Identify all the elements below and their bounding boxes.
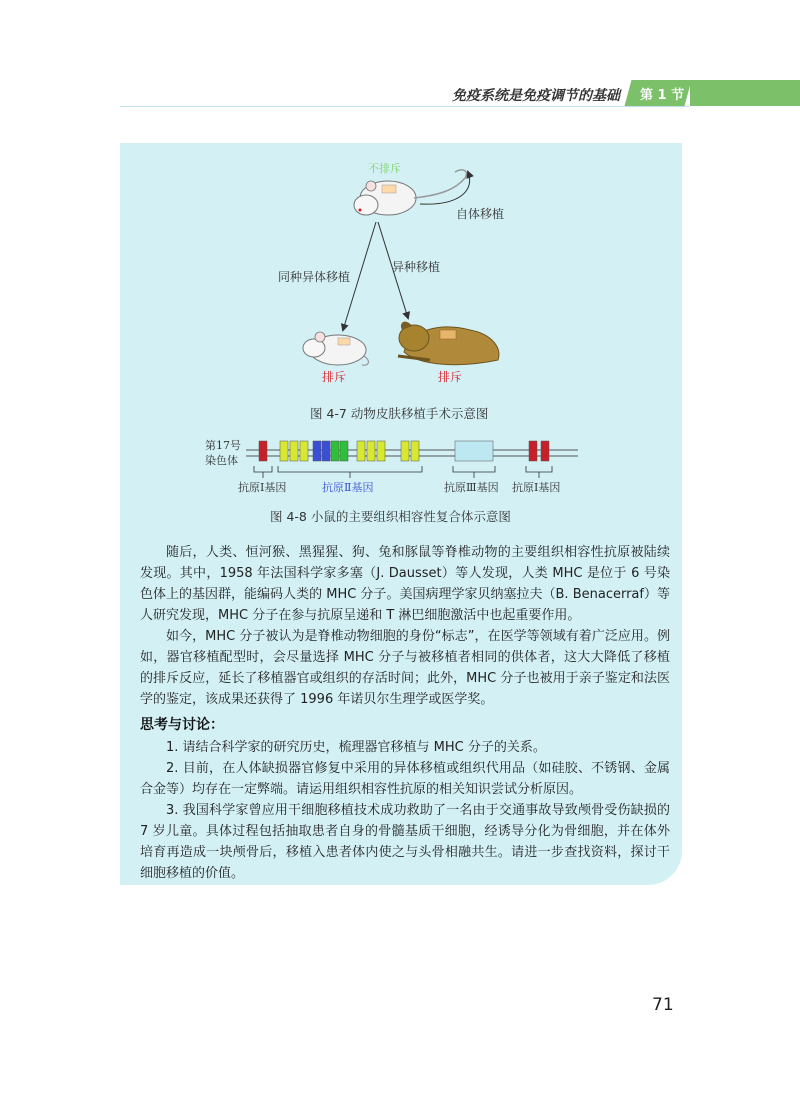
gene-group-label-class1-left: 抗原Ⅰ基因 bbox=[238, 481, 287, 494]
donor-mouse-illustration bbox=[354, 170, 467, 215]
gene-block-class2 bbox=[280, 441, 288, 461]
allograft-label: 同种异体移植 bbox=[278, 270, 351, 284]
page-number: 71 bbox=[652, 995, 674, 1015]
gene-block-class2 bbox=[377, 441, 385, 461]
discussion-question-1: 1. 请结合科学家的研究历史，梳理器官移植与 MHC 分子的关系。 bbox=[166, 740, 546, 755]
body-paragraphs bbox=[140, 542, 670, 710]
mhc-chromosome-diagram bbox=[246, 441, 578, 478]
gene-block-class3 bbox=[455, 441, 493, 461]
chromosome-label-line2: 染色体 bbox=[205, 454, 238, 467]
body-paragraph-1: 随后，人类、恒河猴、黑猩猩、狗、兔和豚鼠等脊椎动物的主要组织相容性抗原被陆续发现。其中，1958 年法国科学家多塞（J. Dausset）等人发现，人类 MHC 是位于 6 号染色体上的基因群，能编码人类的 MHC 分子。美国病理学家贝纳塞拉夫（B. Benacerraf）等人研究发现，MHC 分子在参与抗原呈递和 T 淋巴细胞激活中也起重要作用。 bbox=[140, 545, 670, 623]
gene-block-class1 bbox=[529, 441, 537, 461]
gene-block-class2 bbox=[331, 441, 339, 461]
no-rejection-label: 不排斥 bbox=[368, 162, 401, 175]
figure-4-8-caption: 图 4-8 小鼠的主要组织相容性复合体示意图 bbox=[270, 509, 511, 524]
autograft-arrow bbox=[420, 172, 470, 204]
gene-block-class2 bbox=[357, 441, 365, 461]
figure-4-7-caption: 图 4-7 动物皮肤移植手术示意图 bbox=[310, 406, 489, 421]
recipient-dog-illustration bbox=[398, 322, 499, 365]
discussion-questions bbox=[140, 737, 670, 884]
gene-block-class1 bbox=[541, 441, 549, 461]
gene-group-label-class1-right: 抗原Ⅰ基因 bbox=[512, 481, 561, 494]
gene-block-class2 bbox=[411, 441, 419, 461]
gene-block-class1 bbox=[259, 441, 267, 461]
discussion-title: 思考与讨论： bbox=[140, 717, 224, 733]
autograft-label: 自体移植 bbox=[456, 207, 505, 221]
gene-block-class2 bbox=[300, 441, 308, 461]
discussion-question-2: 2. 目前，在人体缺损器官修复中采用的异体移植或组织代用品（如硅胶、不锈钢、金属合金等）均存在一定弊端。请运用组织相容性抗原的相关知识尝试分析原因。 bbox=[140, 761, 670, 797]
header-section-label: 第 1 节 bbox=[640, 88, 685, 103]
gene-block-class2 bbox=[340, 441, 348, 461]
recipient-mouse-illustration bbox=[303, 332, 368, 365]
rejection-label-left: 排斥 bbox=[322, 370, 347, 384]
body-paragraph-2: 如今，MHC 分子被认为是脊椎动物细胞的身份“标志”，在医学等领域有着广泛应用。例如，器官移植配型时，会尽量选择 MHC 分子与被移植者相同的供体者，这大大降低了移植的排斥反应，延长了移植器官或组织的存活时间；此外，MHC 分子也被用于亲子鉴定和法医学的鉴定，该成果还获得了 1996 年诺贝尔生理学或医学奖。 bbox=[140, 629, 670, 707]
running-header-title: 免疫系统是免疫调节的基础 bbox=[452, 88, 620, 104]
gene-block-class2 bbox=[401, 441, 409, 461]
gene-group-label-class3: 抗原Ⅲ基因 bbox=[444, 481, 499, 494]
gene-block-class2 bbox=[322, 441, 330, 461]
gene-block-class2 bbox=[313, 441, 321, 461]
gene-block-class2 bbox=[290, 441, 298, 461]
rejection-label-right: 排斥 bbox=[438, 370, 463, 384]
gene-block-class2 bbox=[367, 441, 375, 461]
discussion-question-3: 3. 我国科学家曾应用干细胞移植技术成功救助了一名由于交通事故导致颅骨受伤缺损的 7 岁儿童。具体过程包括抽取患者自身的骨髓基质干细胞，经诱导分化为骨细胞，并在体外培育再造成一块颅骨后，移植入患者体内使之与头骨相融共生。请进一步查找资料，探讨干细胞移植的价值。 bbox=[140, 803, 670, 881]
gene-group-label-class2: 抗原Ⅱ基因 bbox=[322, 481, 374, 494]
xenograft-label: 异种移植 bbox=[392, 260, 441, 274]
chromosome-label-line1: 第17号 bbox=[205, 439, 241, 452]
